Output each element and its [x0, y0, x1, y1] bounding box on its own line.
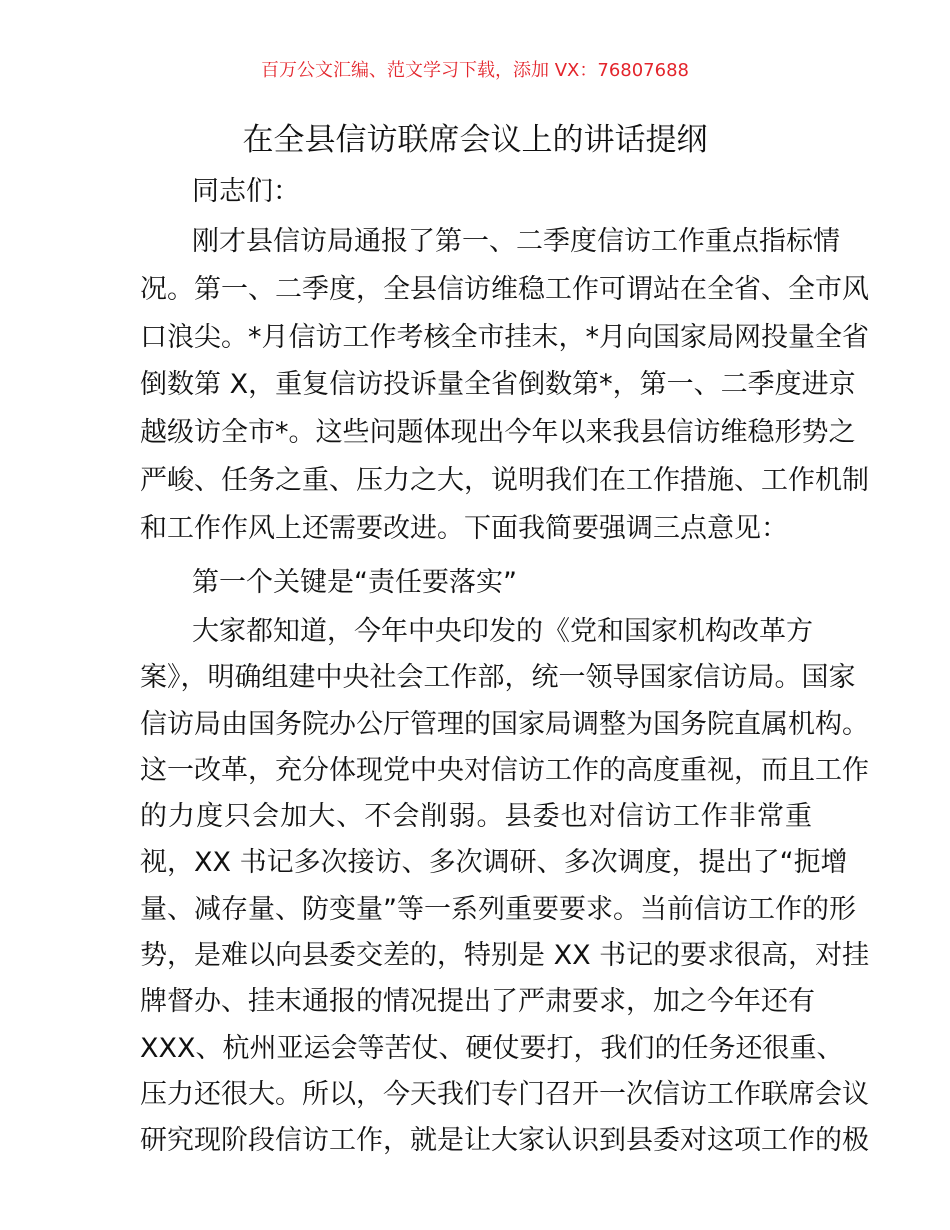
text-line: 势，是难以向县委交差的，特别是 XX 书记的要求很高，对挂 — [140, 940, 870, 972]
document-title: 在全县信访联席会议上的讲话提纲 — [242, 122, 708, 158]
text-line: 倒数第 X，重复信访投诉量全省倒数第*，第一、二季度进京 — [140, 369, 856, 401]
text-line: 况。第一、二季度，全县信访维稳工作可谓站在全省、全市风 — [140, 273, 869, 305]
text-line: 越级访全市*。这些问题体现出今年以来我县信访维稳形势之 — [140, 417, 856, 449]
text-line: 压力还很大。所以，今天我们专门召开一次信访工作联席会议 — [140, 1078, 869, 1110]
salutation: 同志们： — [192, 176, 300, 207]
text-line: 研究现阶段信访工作，就是让大家认识到县委对这项工作的极 — [140, 1125, 869, 1157]
text-line: 牌督办、挂末通报的情况提出了严肃要求，加之今年还有 — [140, 986, 815, 1018]
text-line: 的力度只会加大、不会削弱。县委也对信访工作非常重 — [140, 801, 812, 833]
text-line: 这一改革，充分体现党中央对信访工作的高度重视，而且工作 — [140, 754, 869, 786]
paragraph-1 — [140, 218, 869, 553]
text-line: 案》，明确组建中央社会工作部，统一领导国家信访局。国家 — [140, 662, 856, 694]
text-line: 大家都知道，今年中央印发的《党和国家机构改革方 — [192, 616, 813, 647]
text-line: 视，XX 书记多次接访、多次调研、多次调度，提出了“扼增 — [140, 847, 848, 879]
section-heading-block — [140, 559, 812, 607]
text-line: 量、减存量、防变量”等一系列重要要求。当前信访工作的形 — [140, 893, 856, 925]
section-1-heading: 第一个关键是“责任要落实” — [192, 567, 517, 598]
salutation-block — [140, 168, 812, 216]
paragraph-2 — [140, 609, 870, 1165]
watermark-header: 百万公文汇编、范文学习下载，添加 VX：76807688 — [261, 60, 689, 81]
text-line: 和工作作风上还需要改进。下面我简要强调三点意见： — [140, 512, 788, 544]
text-line: 信访局由国务院办公厅管理的国家局调整为国务院直属机构。 — [140, 708, 869, 740]
text-line: 刚才县信访局通报了第一、二季度信访工作重点指标情 — [192, 226, 840, 257]
text-line: 严峻、任务之重、压力之大，说明我们在工作措施、工作机制 — [140, 464, 869, 496]
text-line: 口浪尖。*月信访工作考核全市挂末，*月向国家局网投量全省 — [140, 321, 869, 353]
text-line: XXX、杭州亚运会等苦仗、硬仗要打，我们的任务还很重、 — [140, 1032, 844, 1064]
